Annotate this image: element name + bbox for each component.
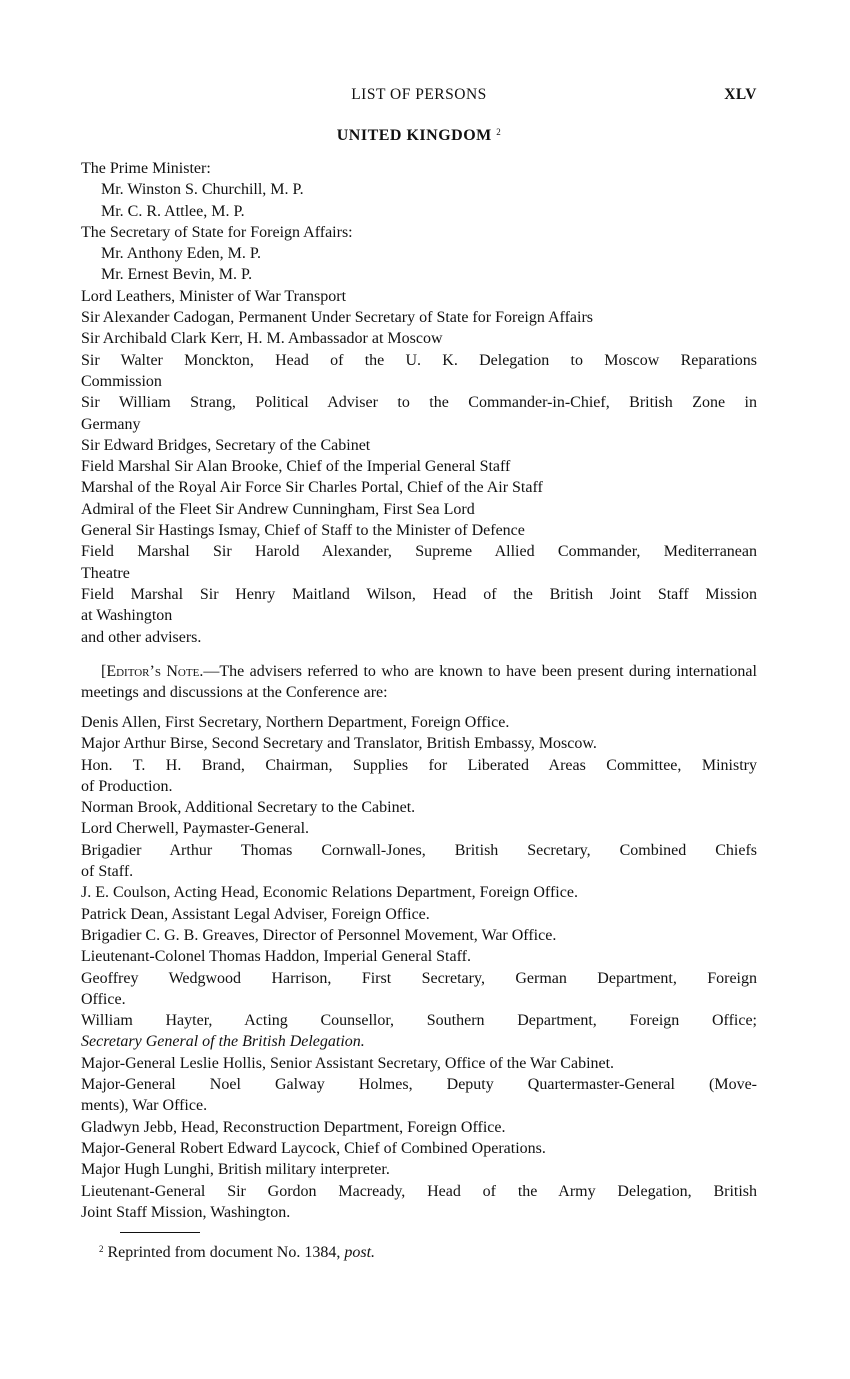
list-item [81,541,757,584]
list-item [81,840,757,883]
list-item: Brigadier C. G. B. Greaves, Director of Personnel Movement, War Office. [81,926,557,944]
list-item-text: Field Marshal Sir Harold Alexander, Supreme Allied Commander, Mediterranean [81,543,757,561]
editors-note-text: .—The advisers referred to who are known to have been present during international meetings and discussions at the Conference are: [81,663,757,701]
list-item: Lord Leathers, Minister of War Transport [81,287,347,305]
list-item: Sir Edward Bridges, Secretary of the Cabinet [81,436,371,454]
delegation-list [81,158,757,648]
footnote-marker: 2 [99,1244,104,1254]
list-item: J. E. Coulson, Acting Head, Economic Relations Department, Foreign Office. [81,884,578,902]
list-item: and other advisers. [81,628,202,646]
list-item-text: Geoffrey Wedgwood Harrison, First Secretary, German Department, Foreign [81,969,757,987]
list-item-text: Field Marshal Sir Henry Maitland Wilson, Head of the British Joint Staff Mission [81,585,757,603]
section-title [81,127,757,145]
list-item-continuation: of Staff. [81,863,134,881]
list-item: Major Arthur Birse, Second Secretary and Translator, British Embassy, Moscow. [81,735,597,753]
list-item-continuation: Office. [81,990,126,1008]
running-head [81,86,757,106]
running-title: LIST OF PERSONS [351,86,487,103]
list-item [81,584,757,627]
page-number: XLV [724,86,757,103]
list-item: Admiral of the Fleet Sir Andrew Cunningham, First Sea Lord [81,500,475,518]
editors-note [81,661,757,703]
list-item-text: Major-General Noel Galway Holmes, Deputy Quartermaster-General (Move- [81,1076,757,1094]
list-item-continuation: Germany [81,415,141,433]
list-item [81,1181,757,1224]
list-item [81,350,757,393]
editors-note-label: Editor’s Note [106,663,200,680]
list-item [81,968,757,1011]
section-title-text: UNITED KINGDOM [336,127,492,144]
list-item-continuation: ments), War Office. [81,1097,208,1115]
list-item-text: Hon. T. H. Brand, Chairman, Supplies for Liberated Areas Committee, Ministry [81,756,757,774]
list-item: Norman Brook, Additional Secretary to the Cabinet. [81,799,416,817]
list-item: Denis Allen, First Secretary, Northern Department, Foreign Office. [81,714,510,731]
footnote-text: Reprinted from document No. 1384, [107,1244,341,1261]
list-item: Mr. C. R. Attlee, M. P. [101,202,245,220]
list-item [81,1074,757,1117]
list-item-continuation: of Production. [81,777,173,795]
list-item: Mr. Anthony Eden, M. P. [101,245,262,263]
list-item: The Secretary of State for Foreign Affairs: [81,223,353,241]
list-item: Field Marshal Sir Alan Brooke, Chief of the Imperial General Staff [81,458,511,476]
list-item: The Prime Minister: [81,160,211,177]
list-item-continuation: at Washington [81,607,173,625]
footnote-reference: 2 [496,127,502,137]
footnote [99,1244,375,1262]
list-item: Patrick Dean, Assistant Legal Adviser, Foreign Office. [81,905,430,923]
footnote-divider [120,1232,200,1233]
list-item: Lord Cherwell, Paymaster-General. [81,820,310,838]
list-item: Major-General Leslie Hollis, Senior Assistant Secretary, Office of the War Cabinet. [81,1054,615,1072]
list-item [81,1010,757,1053]
list-item: Mr. Ernest Bevin, M. P. [101,266,253,284]
list-item-continuation: Theatre [81,564,130,582]
list-item-text: Lieutenant-General Sir Gordon Macready, Head of the Army Delegation, British [81,1182,757,1200]
list-item: Marshal of the Royal Air Force Sir Charles Portal, Chief of the Air Staff [81,479,543,497]
list-item-continuation: Joint Staff Mission, Washington. [81,1203,291,1221]
list-item: Major-General Robert Edward Laycock, Chief of Combined Operations. [81,1139,546,1157]
list-item-text: Sir William Strang, Political Adviser to the Commander-in-Chief, British Zone in [81,394,757,412]
list-item: Mr. Winston S. Churchill, M. P. [101,181,304,199]
list-item-text: William Hayter, Acting Counsellor, Southern Department, Foreign Office; [81,1012,757,1030]
footnote-italic: post. [344,1244,376,1261]
list-item: Sir Alexander Cadogan, Permanent Under Secretary of State for Foreign Affairs [81,309,593,327]
list-item-continuation: Commission [81,372,162,390]
list-item: Lieutenant-Colonel Thomas Haddon, Imperial General Staff. [81,948,471,966]
list-item-text: Brigadier Arthur Thomas Cornwall-Jones, British Secretary, Combined Chiefs [81,841,757,859]
advisers-list [81,712,757,1223]
list-item-continuation-italic: Secretary General of the British Delegation. [81,1033,365,1051]
list-item [81,755,757,798]
list-item-text: Sir Walter Monckton, Head of the U. K. Delegation to Moscow Reparations [81,351,757,369]
list-item: Sir Archibald Clark Kerr, H. M. Ambassador at Moscow [81,330,443,348]
editors-note-bracket: [ [101,663,107,680]
list-item: Gladwyn Jebb, Head, Reconstruction Department, Foreign Office. [81,1118,506,1136]
list-item: Major Hugh Lunghi, British military interpreter. [81,1161,390,1179]
list-item: General Sir Hastings Ismay, Chief of Staff to the Minister of Defence [81,522,525,540]
list-item [81,392,757,435]
